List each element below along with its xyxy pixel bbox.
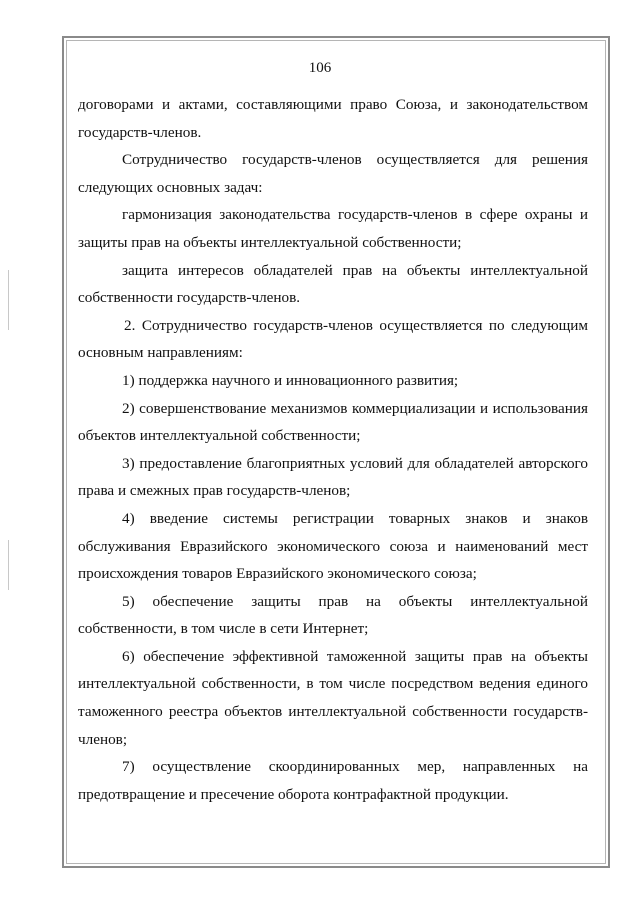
list-item-6: 6) обеспечение эффективной таможенной защиты прав на объекты интеллектуальной собственности, в том числе посредством ведения единого таможенного реестра объектов интеллектуальной собственности государств-членов; — [78, 647, 588, 748]
paragraph-intro-tasks: Сотрудничество государств-членов осуществляется для решения следующих основных задач: — [78, 151, 588, 196]
document-body — [78, 91, 588, 808]
list-item-3: 3) предоставление благоприятных условий для обладателей авторского права и смежных прав государств-членов; — [78, 454, 588, 500]
list-item-7: 7) осуществление скоординированных мер, направленных на предотвращение и пресечение оборота контрафактной продукции. — [78, 758, 588, 803]
list-item-5: 5) обеспечение защиты прав на объекты интеллектуальной собственности, в том числе в сети Интернет; — [78, 592, 588, 638]
paragraph-section-2: 2. Сотрудничество государств-членов осуществляется по следующим основным направлениям: — [78, 316, 588, 362]
list-item-4: 4) введение системы регистрации товарных знаков и знаков обслуживания Евразийского экономического союза и наименований мест происхождения товаров Евразийского экономического союза; — [78, 509, 588, 583]
scan-artifact-line — [8, 540, 9, 590]
paragraph-task-protection: защита интересов обладателей прав на объекты интеллектуальной собственности государств-членов. — [78, 261, 588, 307]
page-number: 106 — [308, 60, 332, 76]
list-item-2: 2) совершенствование механизмов коммерциализации и использования объектов интеллектуальной собственности; — [78, 399, 588, 445]
scan-artifact-line — [8, 270, 9, 330]
paragraph-task-harmonization: гармонизация законодательства государств-членов в сфере охраны и защиты прав на объекты интеллектуальной собственности; — [78, 206, 588, 251]
list-item-1: 1) поддержка научного и инновационного развития; — [122, 371, 459, 389]
paragraph-continuation: договорами и актами, составляющими право Союза, и законодательством государств-членов. — [78, 96, 588, 141]
